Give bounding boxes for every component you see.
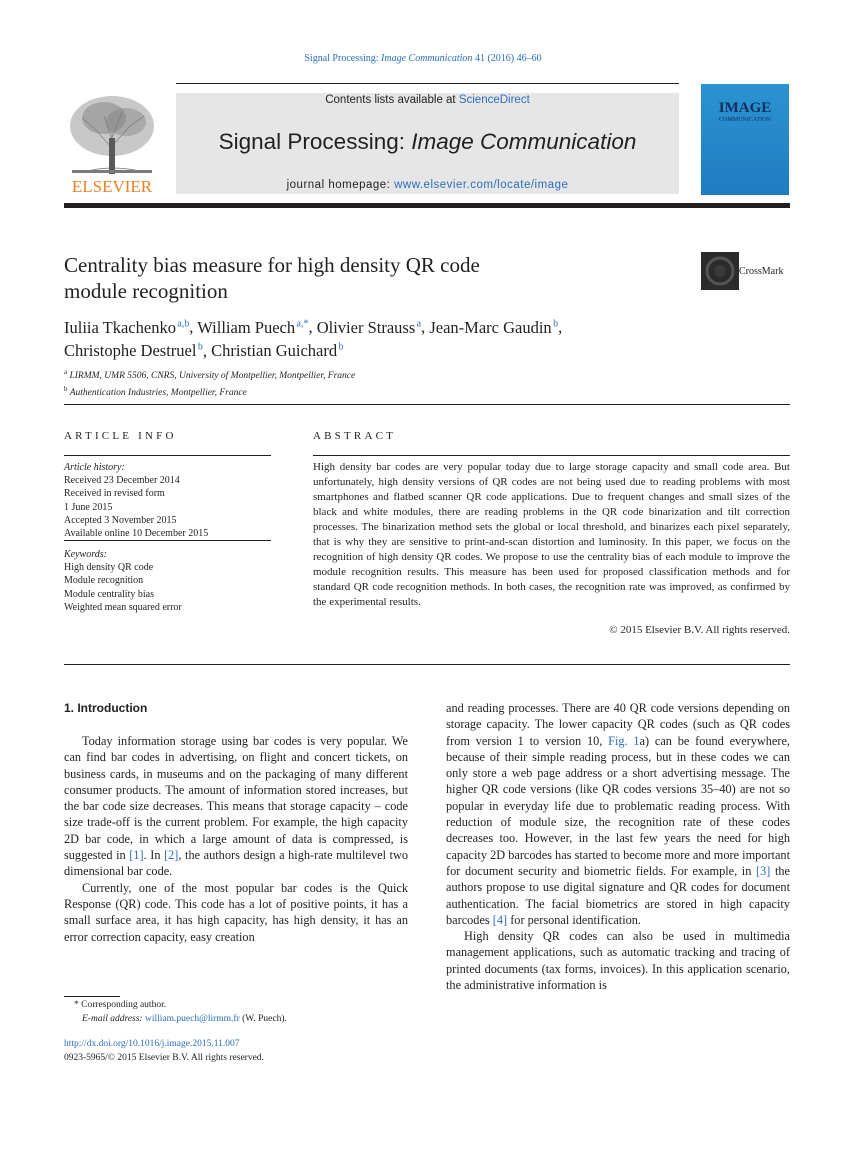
article-info-heading: ARTICLE INFO <box>64 430 177 442</box>
affiliations <box>64 366 684 400</box>
history-item: 1 June 2015 <box>64 501 113 513</box>
divider <box>64 455 271 456</box>
homepage-link[interactable]: www.elsevier.com/locate/image <box>394 179 569 191</box>
issn-line: 0923-5965/© 2015 Elsevier B.V. All rights reserved. <box>64 1052 264 1063</box>
keyword-item: Module centrality bias <box>64 588 154 600</box>
history-item: Received in revised form <box>64 488 165 500</box>
cover-subtitle: COMMUNICATION <box>719 117 771 123</box>
journal-title-italic: Image Communication <box>411 129 637 154</box>
homepage-prefix: journal homepage: <box>286 179 391 191</box>
crossmark-badge[interactable] <box>701 252 790 292</box>
email-link[interactable]: william.puech@lirmm.fr <box>144 1013 240 1024</box>
contents-prefix: Contents lists available at <box>325 94 456 106</box>
citation-link[interactable]: [3] <box>756 863 771 878</box>
email-label: E-mail address: <box>82 1013 143 1024</box>
keyword-item: Module recognition <box>64 575 144 587</box>
abstract-copyright: © 2015 Elsevier B.V. All rights reserved. <box>609 624 790 636</box>
citation-link[interactable]: [4] <box>492 912 508 927</box>
citation-link[interactable]: [2] <box>164 848 179 863</box>
keywords <box>64 548 274 614</box>
doi-block <box>64 1038 408 1065</box>
author-2[interactable]: William Puech $^{a,*}$ <box>197 317 309 337</box>
author-5[interactable]: Christophe Destruel $^b$ <box>64 341 203 360</box>
figure-link[interactable]: Fig. 1 <box>608 733 640 748</box>
journal-title-main: Signal Processing: <box>218 129 405 154</box>
footnote <box>64 999 408 1026</box>
paragraph: and reading processes. There are 40 QR code versions depending on storage capacity. The lower capacity QR codes (such as QR codes from version 1 to version 10, Fig. 1a) can be found everywhere, because of their simple reading process, but in these codes we can only store a web page address or a short advertising message. The higher QR code versions (like QR codes versions 35–40) are not so popular in everyday life due to problematic reading process. With reduction of module size, the recognition rate of these codes decreases too. However, in the last few years the need for high capacity 2D barcodes has started to become more and more important for document security and biometric fields. For example, in [3] the authors propose to use digital signature and QR codes for document authentication. The facial biometrics are stored in high capacity barcodes [4] for personal identification. <box>446 701 791 927</box>
footnote-rule <box>64 996 120 997</box>
author-6[interactable]: Christian Guichard $^b$ <box>211 341 344 360</box>
history-item: Available online 10 December 2015 <box>64 528 209 540</box>
author-1[interactable]: Iuliia Tkachenko $^{a,b}$ <box>64 317 190 337</box>
keyword-item: High density QR code <box>64 562 154 574</box>
corresponding-author: * Corresponding author. <box>74 1000 167 1010</box>
paragraph: Currently, one of the most popular bar codes is the Quick Response (QR) code. This code has a lot of positive points, it has a small surface area, it has high capacity, has high density, it has an error correction capacity, easy creation <box>64 880 408 944</box>
paragraph: Today information storage using bar codes is very popular. We can find bar codes in advertising, on flight and concert tickets, on business cards, in museums and on the packaging of many different consumer products. The amount of information stored increases, but the bar code size decreases. This means that storage capacity – code size trade-off is the current problem. For example, the high capacity 2D bar code, in which a large amount of data is compressed, is suggested in [1]. In [2], the authors design a high-rate multilevel two dimensional bar code. <box>64 734 409 879</box>
divider <box>64 540 271 541</box>
body-right-column <box>446 700 790 993</box>
history-item: Received 23 December 2014 <box>64 475 180 487</box>
divider <box>64 404 790 405</box>
crossmark-icon <box>701 252 741 292</box>
divider <box>64 664 790 665</box>
author-list: Iuliia Tkachenko $^{a,b}$, William Puech $^{a,*}$, Olivier Strauss $^a$, Jean-Marc Gaudin $^b$, Christophe Destruel $^b$, Christian Guichard $^b$ <box>64 317 563 360</box>
email-line <box>64 1013 408 1027</box>
history-label: Article history: <box>64 462 125 473</box>
journal-banner <box>176 93 679 194</box>
paragraph: High density QR codes can also be used in multimedia management applications, such as automatic tracking and tracing of printed documents (tax forms, invoices). In this application scenario, the administrative information is <box>446 929 790 993</box>
contents-line <box>176 94 679 106</box>
homepage-line <box>176 179 679 191</box>
divider <box>313 455 790 456</box>
article-title-line1: Centrality bias measure for high density QR code <box>64 253 480 277</box>
cover-title: IMAGE <box>718 100 772 116</box>
journal-title <box>176 129 679 155</box>
journal-volume: 41 (2016) 46–60 <box>474 53 542 64</box>
crossmark-label: CrossMark <box>739 266 784 277</box>
abstract-text: High density bar codes are very popular today due to large storage capacity and small code area. But unfortunately, high density versions of QR codes are not being used due to reading problems with most smartphones and flatbed scanner QR code applications. Due to frequent changes and small sizes of the black and white modules, there are reading problems in the QR code binarization and tilt correction processes. The binarization method sets the global or local threshold, and binarizes each pixel separately, that is why they are sensitive to print-and-scan distortion and luminosity. In this paper, we focus on the recognition of high density QR codes. We propose to use the centrality bias of each module to improve the module recognition results. This measure has been used for proposed classification methods and for standard QR code recognition methods. In both cases, the recognition rate was improved, as confirmed by the experimental results. <box>313 461 790 608</box>
affiliation-a: $^a$ LIRMM, UMR 5506, CNRS, University of Montpellier, Montpellier, France <box>64 368 356 382</box>
elsevier-wordmark: ELSEVIER <box>71 177 153 196</box>
author-4[interactable]: Jean-Marc Gaudin $^b$ <box>429 317 559 337</box>
body-left-column <box>64 733 408 945</box>
section-title: 1. Introduction <box>64 701 148 715</box>
journal-name: Signal Processing: <box>304 53 379 64</box>
doi-link[interactable]: http://dx.doi.org/10.1016/j.image.2015.11.007 <box>64 1039 240 1049</box>
author-3[interactable]: Olivier Strauss $^a$ <box>316 317 422 337</box>
journal-name-italic: Image Communication <box>381 53 473 64</box>
citation-link[interactable]: [1] <box>129 848 144 863</box>
elsevier-tree-icon <box>64 88 160 196</box>
article-title-line2: module recognition <box>64 279 228 303</box>
history-item: Accepted 3 November 2015 <box>64 514 177 526</box>
abstract-heading: ABSTRACT <box>313 430 397 442</box>
journal-cover[interactable] <box>701 84 789 195</box>
article-history <box>64 461 274 540</box>
header-top-rule <box>176 83 679 84</box>
journal-reference[interactable] <box>0 53 846 64</box>
keyword-item: Weighted mean squared error <box>64 601 182 613</box>
sciencedirect-link[interactable]: ScienceDirect <box>458 94 530 106</box>
header-thick-rule <box>64 203 790 208</box>
elsevier-logo <box>64 88 160 196</box>
article-title <box>64 252 624 304</box>
affiliation-b: $^b$ Authentication Industries, Montpellier, France <box>64 385 247 399</box>
email-suffix: (W. Puech). <box>239 1013 287 1024</box>
keywords-label: Keywords: <box>64 549 107 560</box>
